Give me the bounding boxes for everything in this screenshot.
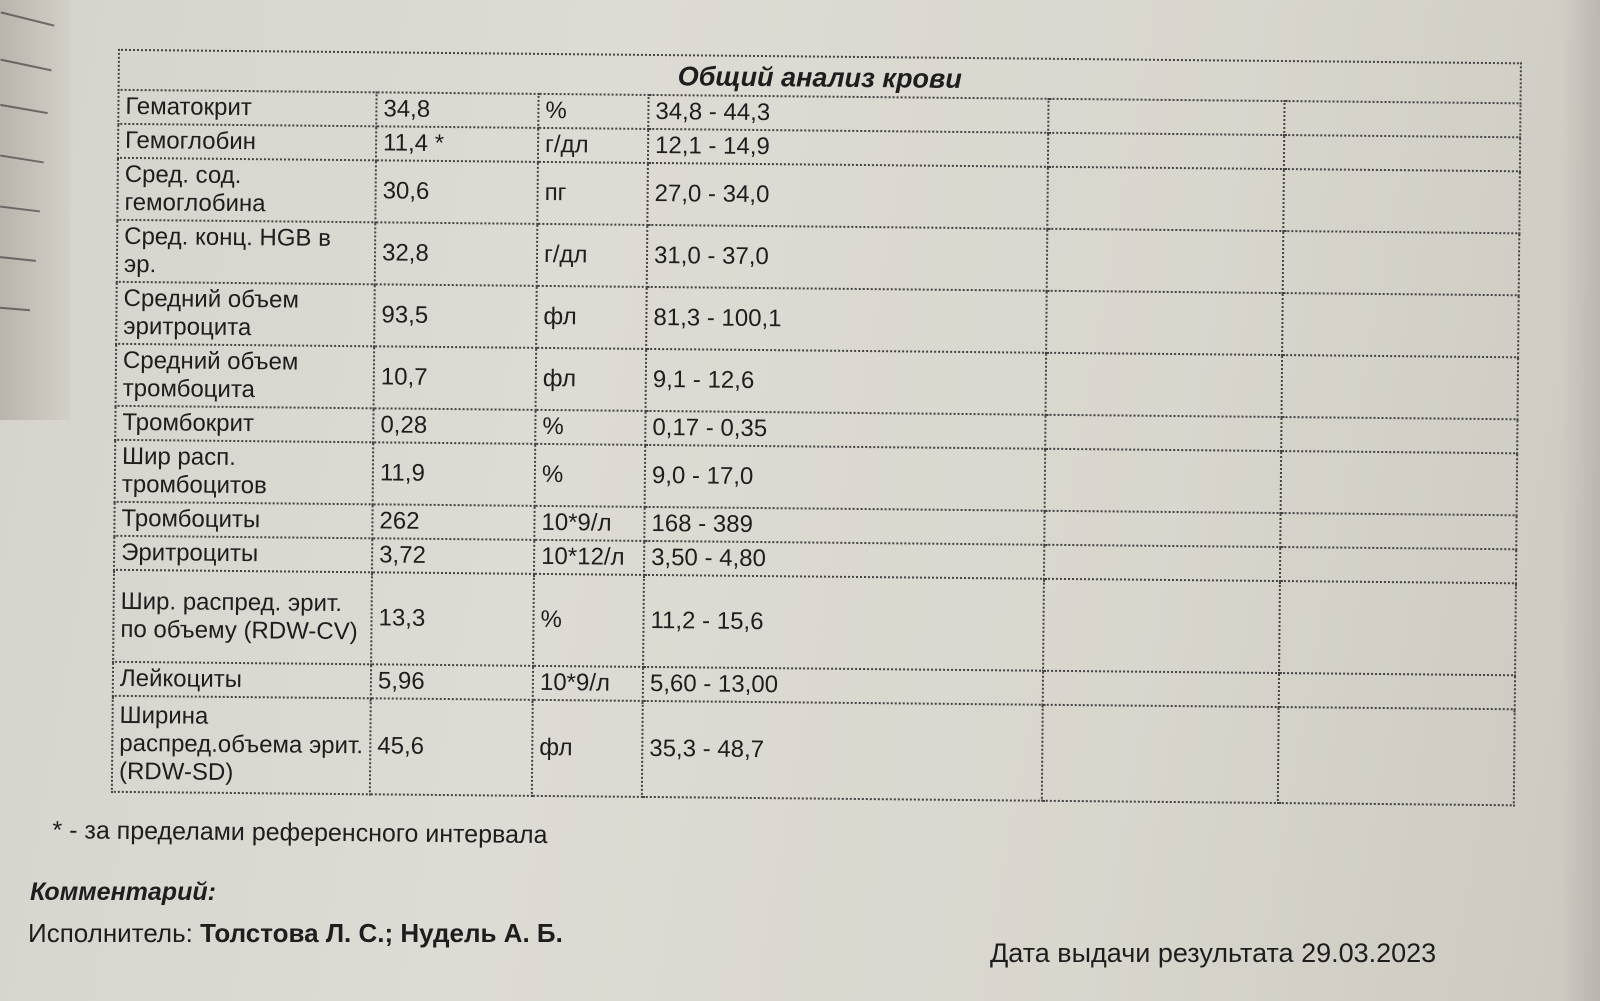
empty-cell [1282, 355, 1519, 419]
test-name: Сред. сод. гемоглобина [117, 158, 376, 222]
test-unit: г/дл [537, 224, 648, 287]
empty-cell [1284, 101, 1520, 137]
empty-cell [1280, 513, 1516, 549]
test-value: 5,96 [371, 664, 533, 700]
test-value: 11,4 * [376, 126, 538, 162]
empty-cell [1048, 133, 1284, 169]
test-value: 93,5 [374, 284, 537, 348]
test-value: 34,8 [376, 92, 538, 128]
test-name: Эритроциты [114, 536, 372, 572]
test-value: 3,72 [372, 538, 534, 574]
empty-cell [1046, 353, 1283, 417]
executor-line [28, 918, 563, 949]
test-value: 262 [372, 504, 534, 540]
empty-cell [1045, 415, 1281, 451]
empty-cell [1048, 99, 1284, 135]
test-name: Тромбокрит [115, 406, 373, 442]
reference-range: 168 - 389 [644, 507, 1044, 545]
empty-cell [1281, 451, 1518, 515]
reference-range: 31,0 - 37,0 [647, 225, 1048, 291]
reference-range: 9,0 - 17,0 [645, 445, 1046, 511]
reference-range: 27,0 - 34,0 [647, 163, 1048, 229]
test-value: 11,9 [373, 442, 536, 506]
test-name: Гематокрит [118, 90, 376, 126]
executor-names: Толстова Л. С.; Нудель А. Б. [200, 918, 563, 948]
empty-cell [1281, 417, 1517, 453]
empty-cell [1043, 579, 1280, 673]
empty-cell [1046, 291, 1283, 355]
test-value: 45,6 [370, 698, 533, 796]
test-name: Шир. распред. эрит. по объему (RDW-CV) [113, 570, 372, 664]
reference-range: 34,8 - 44,3 [648, 95, 1048, 133]
results-table [111, 89, 1522, 806]
test-name: Лейкоциты [113, 662, 371, 698]
reference-range: 5,60 - 13,00 [643, 667, 1043, 705]
empty-cell [1280, 547, 1516, 583]
empty-cell [1047, 229, 1284, 293]
empty-cell [1284, 135, 1520, 171]
test-name: Тромбоциты [114, 502, 372, 538]
empty-cell [1282, 293, 1519, 357]
reference-range: 0,17 - 0,35 [645, 411, 1045, 449]
test-value: 13,3 [371, 572, 534, 666]
test-unit: % [535, 410, 645, 445]
test-name: Ширина распред.объема эрит. (RDW-SD) [112, 696, 371, 794]
test-unit: г/дл [538, 128, 648, 163]
results-sheet [23, 48, 1520, 850]
test-value: 10,7 [374, 346, 537, 410]
reference-range: 11,2 - 15,6 [643, 575, 1044, 671]
test-unit: пг [537, 162, 648, 225]
test-name: Сред. конц. HGB в эр. [117, 220, 376, 284]
reference-range: 35,3 - 48,7 [642, 701, 1043, 801]
executor-label: Исполнитель: [28, 918, 193, 948]
table-row [112, 696, 1515, 805]
test-unit: фл [536, 348, 647, 411]
test-unit: % [538, 94, 648, 129]
reference-range: 81,3 - 100,1 [646, 287, 1047, 353]
empty-cell [1283, 231, 1520, 295]
test-unit: 10*9/л [534, 506, 644, 541]
test-unit: фл [532, 700, 643, 797]
empty-cell [1045, 449, 1282, 513]
test-value: 30,6 [375, 160, 538, 224]
reference-range: 12,1 - 14,9 [648, 129, 1048, 167]
test-value: 32,8 [375, 222, 538, 286]
test-unit: 10*12/л [534, 540, 644, 575]
empty-cell [1283, 169, 1520, 233]
empty-cell [1047, 167, 1284, 231]
reference-footnote: * - за пределами референсного интервала [52, 816, 548, 850]
test-unit: % [535, 444, 646, 507]
empty-cell [1279, 673, 1515, 709]
test-unit: 10*9/л [533, 666, 643, 701]
issue-date: Дата выдачи результата 29.03.2023 [990, 938, 1437, 968]
empty-cell [1278, 707, 1515, 805]
empty-cell [1044, 545, 1280, 581]
test-value: 0,28 [373, 408, 535, 444]
empty-cell [1043, 671, 1279, 707]
test-name: Средний объем тромбоцита [116, 344, 375, 408]
test-name: Шир расп. тромбоцитов [115, 440, 374, 504]
empty-cell [1042, 705, 1279, 803]
reference-range: 3,50 - 4,80 [644, 541, 1044, 579]
test-unit: фл [536, 286, 647, 349]
reference-range: 9,1 - 12,6 [646, 349, 1047, 415]
test-unit: % [533, 574, 644, 667]
test-name: Гемоглобин [118, 124, 376, 160]
test-name: Средний объем эритроцита [116, 282, 375, 346]
empty-cell [1044, 511, 1280, 547]
table-row [113, 570, 1516, 675]
empty-cell [1279, 581, 1516, 675]
comment-label: Комментарий: [30, 878, 216, 906]
table-title: Общий анализ крови [118, 49, 1522, 104]
